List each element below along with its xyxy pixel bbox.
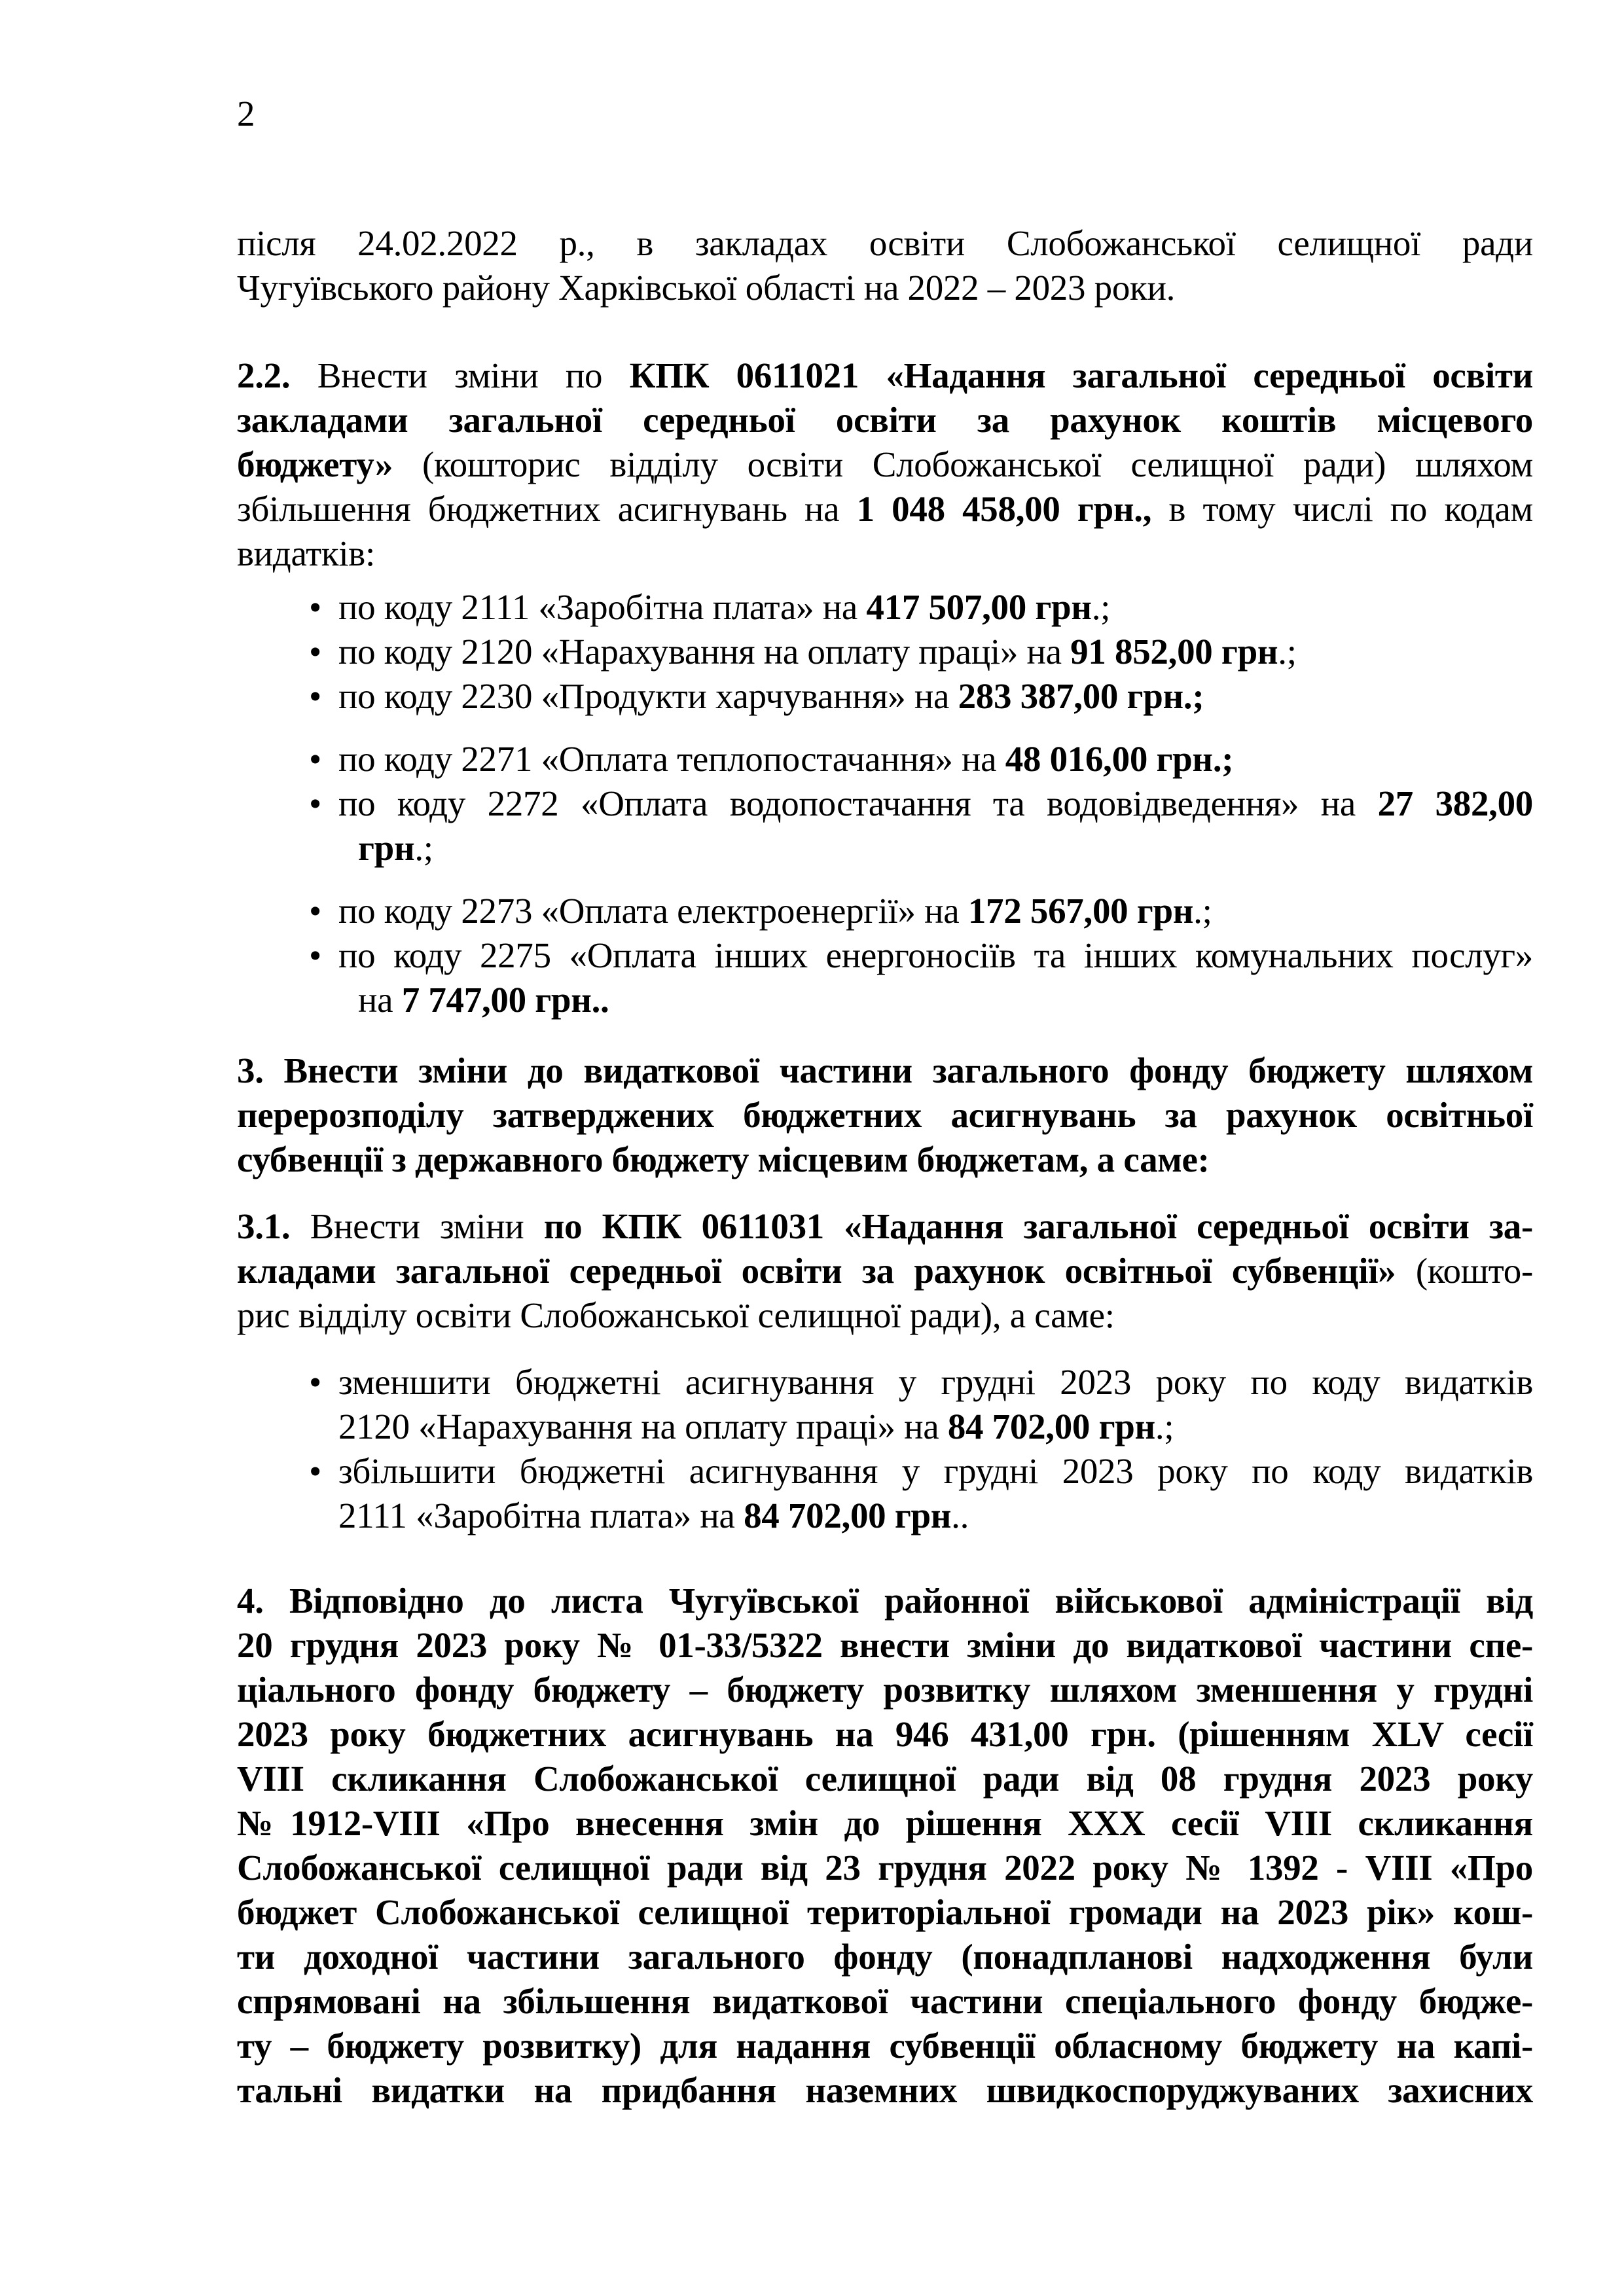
bullet-list-codes-1 — [237, 585, 1533, 719]
paragraph-intro — [237, 221, 1533, 310]
text-run-bold: 417 507,00 грн — [866, 587, 1092, 627]
paragraph-3 — [237, 1049, 1533, 1182]
bullet-list-codes-2 — [237, 737, 1533, 870]
text-run: Внести зміни по — [290, 355, 630, 395]
text-run-bold: ти доходної частини загального фонду (понадпланові надходження були — [237, 1937, 1533, 1977]
text-run: Чугуївського району Харківської області на 2022 – 2023 роки. — [237, 268, 1176, 308]
document-page — [237, 92, 1533, 2113]
text-line — [237, 2068, 1533, 2113]
text-line — [237, 585, 1533, 630]
text-run-bold: кладами загальної середньої освіти за рахунок освітньої субвенції» — [237, 1251, 1396, 1291]
bullet-icon: • — [309, 676, 321, 716]
text-run: рис відділу освіти Слобожанської селищної ради), а саме: — [237, 1295, 1115, 1335]
text-run: 2111 «Заробітна плата» на — [338, 1496, 744, 1535]
bullet-list-codes-3 — [237, 889, 1533, 1022]
text-line — [237, 1979, 1533, 2024]
text-line — [237, 1138, 1533, 1182]
text-run-bold: перерозподілу затверджених бюджетних асигнувань за рахунок освітньої — [237, 1095, 1533, 1135]
text-run-bold: тальні видатки на придбання наземних швидкоспоруджуваних захисних — [237, 2070, 1533, 2110]
text-line — [237, 674, 1533, 719]
text-run-bold: 20 грудня 2023 року № 01-33/5322 внести зміни до видаткової частини спе- — [237, 1625, 1533, 1665]
text-run: Внести зміни — [290, 1206, 544, 1246]
text-run-bold: 3.1. — [237, 1206, 291, 1246]
text-run: по коду 2272 «Оплата водопостачання та водовідведення» на — [338, 783, 1378, 823]
text-line — [237, 1293, 1533, 1338]
bullet-icon: • — [309, 891, 321, 931]
text-run: 2 — [237, 94, 255, 134]
text-run: по коду 2275 «Оплата інших енергоносіїв та інших комунальних послуг» — [338, 935, 1533, 975]
text-line — [237, 1093, 1533, 1138]
text-run-bold: бюджету» — [237, 444, 393, 484]
text-line — [237, 1405, 1533, 1449]
text-line — [237, 1623, 1533, 1668]
text-line — [237, 487, 1533, 531]
text-run-bold: 172 567,00 грн — [967, 891, 1194, 931]
text-run: по коду 2120 «Нарахування на оплату праці» на — [338, 632, 1071, 672]
text-line — [237, 1049, 1533, 1093]
text-run-bold: VIII скликання Слобожанської селищної ради від 08 грудня 2023 року — [237, 1759, 1533, 1799]
text-run: .; — [414, 828, 433, 868]
text-line — [237, 1846, 1533, 1890]
text-run-bold: 91 852,00 грн — [1070, 632, 1278, 672]
text-run: в тому числі по кодам — [1151, 489, 1533, 529]
text-run: зменшити бюджетні асигнування у грудні 2023 року по коду видатків — [338, 1362, 1533, 1402]
text-run-bold: 1 048 458,00 грн., — [856, 489, 1152, 529]
text-run-bold: 48 016,00 грн.; — [1005, 739, 1234, 779]
bullet-icon: • — [309, 739, 321, 779]
text-line — [237, 1249, 1533, 1293]
text-run-bold: 84 702,00 грн — [947, 1407, 1155, 1446]
text-run-bold: 84 702,00 грн — [744, 1496, 952, 1535]
document-body — [237, 92, 1533, 2113]
bullet-list-3-1 — [237, 1360, 1533, 1538]
text-line — [237, 1449, 1533, 1494]
text-run: 2120 «Нарахування на оплату праці» на — [338, 1407, 948, 1446]
text-run: збільшення бюджетних асигнувань на — [237, 489, 857, 529]
text-run: по коду 2230 «Продукти харчування» на — [338, 676, 958, 716]
bullet-icon: • — [309, 587, 321, 627]
text-run-bold: бюджет Слобожанської селищної територіальної громади на 2023 рік» кош- — [237, 1892, 1533, 1932]
bullet-icon: • — [309, 783, 321, 823]
bullet-icon: • — [309, 632, 321, 672]
text-run-bold: Слобожанської селищної ради від 23 грудня 2022 року № 1392 - VIII «Про — [237, 1848, 1533, 1888]
text-run-bold: 7 747,00 грн.. — [401, 980, 609, 1020]
bullet-icon: • — [309, 1362, 321, 1402]
text-line — [237, 1494, 1533, 1538]
text-run-bold: грн — [358, 828, 415, 868]
text-line — [237, 1712, 1533, 1757]
text-line — [237, 442, 1533, 487]
text-line — [237, 630, 1533, 674]
text-line — [237, 221, 1533, 266]
text-line — [237, 1935, 1533, 1979]
text-line — [237, 92, 1533, 136]
paragraph-3-1 — [237, 1204, 1533, 1338]
text-run: після 24.02.2022 р., в закладах освіти Слобожанської селищної ради — [237, 223, 1533, 263]
paragraph-2-2 — [237, 353, 1533, 576]
text-run-bold: 2.2. — [237, 355, 291, 395]
text-run: по коду 2273 «Оплата електроенергії» на — [338, 891, 968, 931]
text-run: .. — [951, 1496, 969, 1535]
text-run-bold: ціального фонду бюджету – бюджету розвитку шляхом зменшення у грудні — [237, 1670, 1533, 1710]
text-line — [237, 1668, 1533, 1712]
paragraph-4 — [237, 1579, 1533, 2113]
text-run: .; — [1155, 1407, 1174, 1446]
text-line — [237, 1204, 1533, 1249]
text-line — [237, 933, 1533, 978]
text-line — [237, 737, 1533, 781]
text-line — [237, 266, 1533, 310]
text-line — [237, 978, 1533, 1022]
text-run: (кошто- — [1396, 1251, 1533, 1291]
text-run-bold: 2023 року бюджетних асигнувань на 946 431,00 грн. (рішенням XLV сесії — [237, 1714, 1533, 1754]
text-line — [237, 1360, 1533, 1405]
text-line — [237, 531, 1533, 576]
text-run: збільшити бюджетні асигнування у грудні 2023 року по коду видатків — [338, 1451, 1533, 1491]
text-line — [237, 2024, 1533, 2068]
text-run: по коду 2271 «Оплата теплопостачання» на — [338, 739, 1005, 779]
bullet-icon: • — [309, 1451, 321, 1491]
text-line — [237, 1757, 1533, 1801]
text-run: .; — [1193, 891, 1212, 931]
page-number-block — [237, 92, 1533, 136]
text-run: на — [358, 980, 402, 1020]
text-line — [237, 1801, 1533, 1846]
text-run-bold: 27 382,00 — [1377, 783, 1533, 823]
text-run: .; — [1278, 632, 1297, 672]
text-run: по коду 2111 «Заробітна плата» на — [338, 587, 867, 627]
text-line — [237, 781, 1533, 826]
text-line — [237, 826, 1533, 870]
text-run: (кошторис відділу освіти Слобожанської селищної ради) шляхом — [393, 444, 1533, 484]
text-run-bold: субвенції з державного бюджету місцевим бюджетам, а саме: — [237, 1139, 1210, 1179]
text-run-bold: 283 387,00 грн.; — [958, 676, 1204, 716]
text-line — [237, 889, 1533, 933]
text-run-bold: ту – бюджету розвитку) для надання субвенції обласному бюджету на капі- — [237, 2026, 1533, 2066]
text-run-bold: КПК 0611021 «Надання загальної середньої освіти — [629, 355, 1534, 395]
bullet-icon: • — [309, 935, 321, 975]
text-run-bold: 3. Внести зміни до видаткової частини загального фонду бюджету шляхом — [237, 1050, 1533, 1090]
text-run: видатків: — [237, 533, 375, 573]
text-run-bold: по КПК 0611031 «Надання загальної середньої освіти за- — [543, 1206, 1534, 1246]
text-run-bold: №1912-VIII «Про внесення змін до рішення XXX сесії VIII скликання — [237, 1803, 1533, 1843]
text-run: .; — [1091, 587, 1111, 627]
text-run-bold: 4. Відповідно до листа Чугуївської районної військової адміністрації від — [237, 1581, 1533, 1621]
text-run-bold: спрямовані на збільшення видаткової частини спеціального фонду бюдже- — [237, 1981, 1533, 2021]
text-line — [237, 353, 1533, 398]
text-run-bold: закладами загальної середньої освіти за рахунок коштів місцевого — [237, 400, 1533, 440]
text-line — [237, 398, 1533, 442]
text-line — [237, 1579, 1533, 1623]
text-line — [237, 1890, 1533, 1935]
